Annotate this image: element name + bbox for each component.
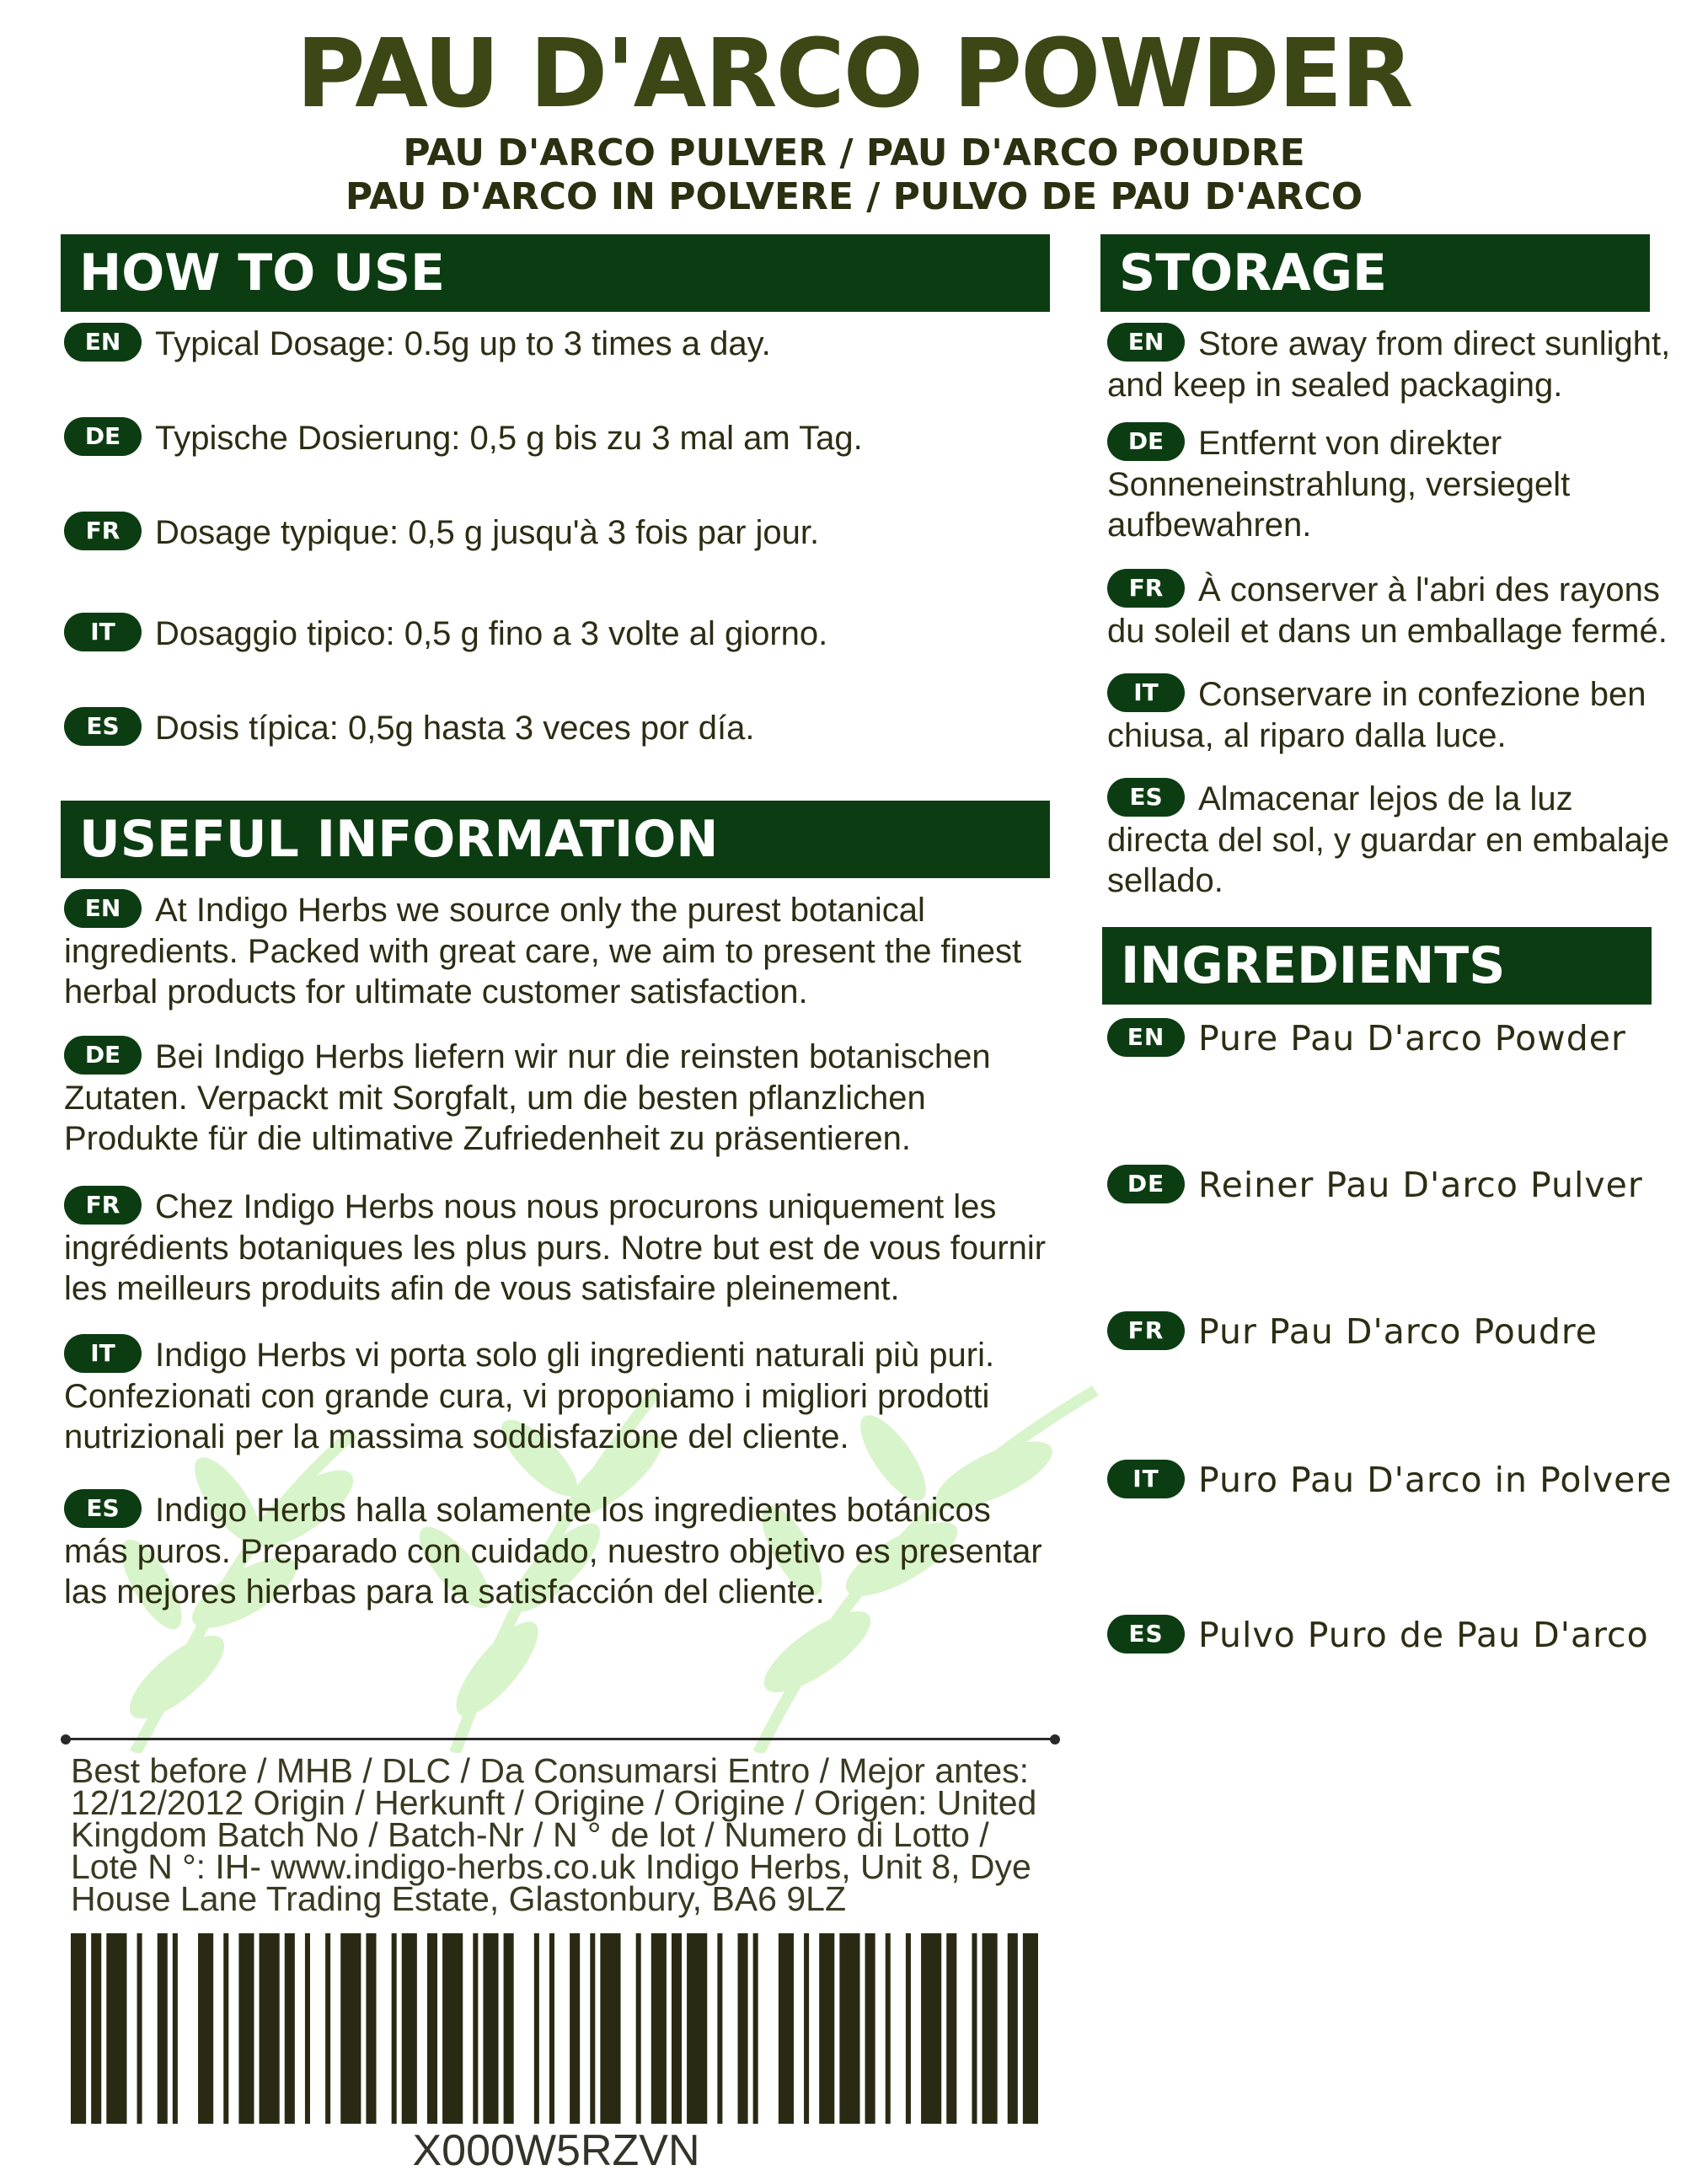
lang-badge-it: IT: [64, 613, 142, 651]
barcode-bar: [839, 1933, 859, 2124]
barcode-bar: [753, 1933, 758, 2124]
barcode-bar: [483, 1933, 498, 2124]
barcode-bar: [886, 1933, 891, 2124]
barcode-bar: [504, 1933, 514, 2124]
barcode-bar: [779, 1933, 794, 2124]
barcode-bar: [1008, 1933, 1018, 2124]
barcode-bar: [473, 1933, 478, 2124]
batch-info-text: Best before / MHB / DLC / Da Consumarsi Entro / Mejor antes: 12/12/2012 Origin / Herkunft / Origine / Origine / Origen: United Kingdom Batch No / Batch-Nr / N ° de lot / Numero di Lotto / Lote N °: IH- www.indigo-herbs.co.uk Indigo Herbs, Unit 8, Dye House Lane Trading Estate, Glastonbury, BA6 9LZ: [71, 1751, 1037, 1918]
barcode-bar: [158, 1933, 168, 2124]
useful-information-heading: USEFUL INFORMATION: [61, 801, 1050, 878]
lang-badge-de: DE: [1107, 1165, 1185, 1203]
lang-badge-en: EN: [64, 323, 142, 362]
useful-info-item-de: [64, 1037, 1058, 1159]
barcode-bar: [983, 1933, 998, 2124]
barcode-bar: [285, 1933, 295, 2124]
ingredient-item-es: [1107, 1615, 1680, 1657]
useful-info-item-fr: [64, 1187, 1058, 1309]
barcode: [71, 1933, 1038, 2124]
barcode-bar: [325, 1933, 330, 2124]
barcode-bar: [442, 1933, 463, 2124]
barcode-bar: [590, 1933, 595, 2124]
barcode-bar: [198, 1933, 213, 2124]
how-to-use-item-fr: [64, 512, 1050, 554]
lang-badge-fr: FR: [64, 1186, 142, 1225]
storage-text: Store away from direct sunlight, and keep in sealed packaging.: [1107, 325, 1671, 405]
barcode-bar: [427, 1933, 437, 2124]
lang-badge-fr: FR: [1107, 1311, 1185, 1350]
barcode-bar: [651, 1933, 667, 2124]
useful-info-item-es: [64, 1490, 1058, 1612]
storage-item-it: [1107, 674, 1680, 756]
barcode-bar: [717, 1933, 722, 2124]
ingredient-text: Pure Pau D'arco Powder: [1198, 1018, 1626, 1059]
how-to-use-heading: HOW TO USE: [61, 234, 1050, 312]
storage-text: Conservare in confezione ben chiusa, al riparo dalla luce.: [1107, 676, 1646, 755]
lang-badge-en: EN: [64, 889, 142, 928]
ingredients-heading: INGREDIENTS: [1102, 927, 1652, 1005]
barcode-bar: [819, 1933, 834, 2124]
ingredient-text: Pur Pau D'arco Poudre: [1198, 1311, 1598, 1352]
lang-badge-it: IT: [1107, 673, 1185, 712]
lang-badge-de: DE: [1107, 422, 1185, 461]
storage-item-es: [1107, 779, 1680, 901]
lang-badge-fr: FR: [64, 512, 142, 550]
ingredient-item-fr: [1107, 1311, 1680, 1353]
product-title: PAU D'ARCO POWDER: [296, 19, 1412, 129]
lang-badge-en: EN: [1107, 1018, 1185, 1057]
ingredient-item-de: [1107, 1165, 1680, 1207]
lang-badge-it: IT: [1107, 1460, 1185, 1498]
storage-text: Entfernt von direkter Sonneneinstrahlung, versiegelt aufbewahren.: [1107, 425, 1571, 544]
product-subtitle-line2: PAU D'ARCO IN POLVERE / PULVO DE PAU D'ARCO: [345, 175, 1363, 218]
barcode-bar: [549, 1933, 554, 2124]
barcode-bar: [921, 1933, 941, 2124]
ingredient-text: Pulvo Puro de Pau D'arco: [1198, 1615, 1649, 1655]
barcode-bar: [972, 1933, 977, 2124]
barcode-bar: [1023, 1933, 1038, 2124]
how-to-use-item-it: [64, 614, 1050, 655]
barcode-bar: [173, 1933, 178, 2124]
divider-dot-right: [1050, 1734, 1060, 1745]
storage-text: Almacenar lejos de la luz directa del sol, y guardar en embalaje sellado.: [1107, 780, 1670, 900]
barcode-bar: [260, 1933, 280, 2124]
how-to-use-text: Dosage typique: 0,5 g jusqu'à 3 fois par jour.: [155, 514, 820, 551]
useful-info-text: Chez Indigo Herbs nous nous procurons uniquement les ingrédients botaniques les plus purs. Notre but est de vous fournir les meilleurs produits afin de vous satisfaire pleinement.: [64, 1188, 1047, 1308]
storage-item-fr: [1107, 570, 1680, 651]
storage-item-de: [1107, 423, 1680, 545]
barcode-bar: [91, 1933, 101, 2124]
useful-info-text: Bei Indigo Herbs liefern wir nur die reinsten botanischen Zutaten. Verpackt mit Sorgfalt, um die besten pflanzlichen Produkte für die ultimative Zufriedenheit zu präsentieren.: [64, 1038, 991, 1158]
useful-info-text: Indigo Herbs halla solamente los ingredientes botánicos más puros. Preparado con cuidado, nuestro objetivo es presentar las mejores hierbas para la satisfacción del cliente.: [64, 1492, 1042, 1611]
barcode-bar: [946, 1933, 956, 2124]
lang-badge-es: ES: [64, 1489, 142, 1528]
barcode-bar: [340, 1933, 361, 2124]
barcode-bar: [570, 1933, 580, 2124]
barcode-bar: [238, 1933, 254, 2124]
barcode-bar: [402, 1933, 417, 2124]
how-to-use-text: Typical Dosage: 0.5g up to 3 times a day.: [155, 325, 771, 362]
barcode-bar: [636, 1933, 641, 2124]
how-to-use-text: Typische Dosierung: 0,5 g bis zu 3 mal am Tag.: [155, 420, 863, 457]
barcode-bar: [305, 1933, 310, 2124]
barcode-bar: [137, 1933, 142, 2124]
useful-info-item-it: [64, 1335, 1058, 1457]
barcode-bar: [906, 1933, 911, 2124]
lang-badge-de: DE: [64, 417, 142, 456]
barcode-bar: [865, 1933, 875, 2124]
lang-badge-es: ES: [1107, 778, 1185, 817]
lang-badge-es: ES: [64, 707, 142, 746]
barcode-number: X000W5RZVN: [412, 2126, 700, 2175]
useful-info-text: Indigo Herbs vi porta solo gli ingredienti naturali più puri. Confezionati con grande cura, vi proponiamo i migliori prodotti nutrizionali per la massima soddisfazione del cliente.: [64, 1337, 995, 1456]
barcode-bar: [366, 1933, 376, 2124]
barcode-bar: [804, 1933, 809, 2124]
barcode-bar: [223, 1933, 228, 2124]
ingredient-item-it: [1107, 1460, 1680, 1502]
useful-info-item-en: [64, 890, 1058, 1012]
storage-item-en: [1107, 324, 1680, 405]
barcode-bar: [738, 1933, 748, 2124]
storage-text: À conserver à l'abri des rayons du soleil et dans un emballage fermé.: [1107, 571, 1668, 651]
footer-divider: [64, 1738, 1055, 1740]
ingredient-text: Puro Pau D'arco in Polvere: [1198, 1460, 1673, 1500]
ingredient-text: Reiner Pau D'arco Pulver: [1198, 1165, 1643, 1205]
lang-badge-es: ES: [1107, 1615, 1185, 1653]
ingredient-item-en: [1107, 1018, 1680, 1060]
storage-heading: STORAGE: [1100, 234, 1650, 312]
barcode-bar: [687, 1933, 707, 2124]
product-subtitle-line1: PAU D'ARCO PULVER / PAU D'ARCO POUDRE: [403, 131, 1305, 174]
how-to-use-item-de: [64, 418, 1050, 459]
barcode-bar: [534, 1933, 539, 2124]
barcode-bar: [672, 1933, 682, 2124]
useful-info-text: At Indigo Herbs we source only the purest botanical ingredients. Packed with great care, we aim to present the finest herbal products for ultimate customer satisfaction.: [64, 892, 1022, 1011]
barcode-bar: [600, 1933, 620, 2124]
how-to-use-item-en: [64, 324, 1050, 365]
lang-badge-en: EN: [1107, 323, 1185, 362]
how-to-use-text: Dosaggio tipico: 0,5 g fino a 3 volte al giorno.: [155, 615, 828, 652]
barcode-bar: [71, 1933, 86, 2124]
lang-badge-fr: FR: [1107, 569, 1185, 608]
barcode-bar: [106, 1933, 126, 2124]
lang-badge-it: IT: [64, 1334, 142, 1373]
how-to-use-text: Dosis típica: 0,5g hasta 3 veces por día.: [155, 710, 755, 747]
lang-badge-de: DE: [64, 1036, 142, 1075]
how-to-use-item-es: [64, 708, 1050, 749]
barcode-bar: [392, 1933, 397, 2124]
